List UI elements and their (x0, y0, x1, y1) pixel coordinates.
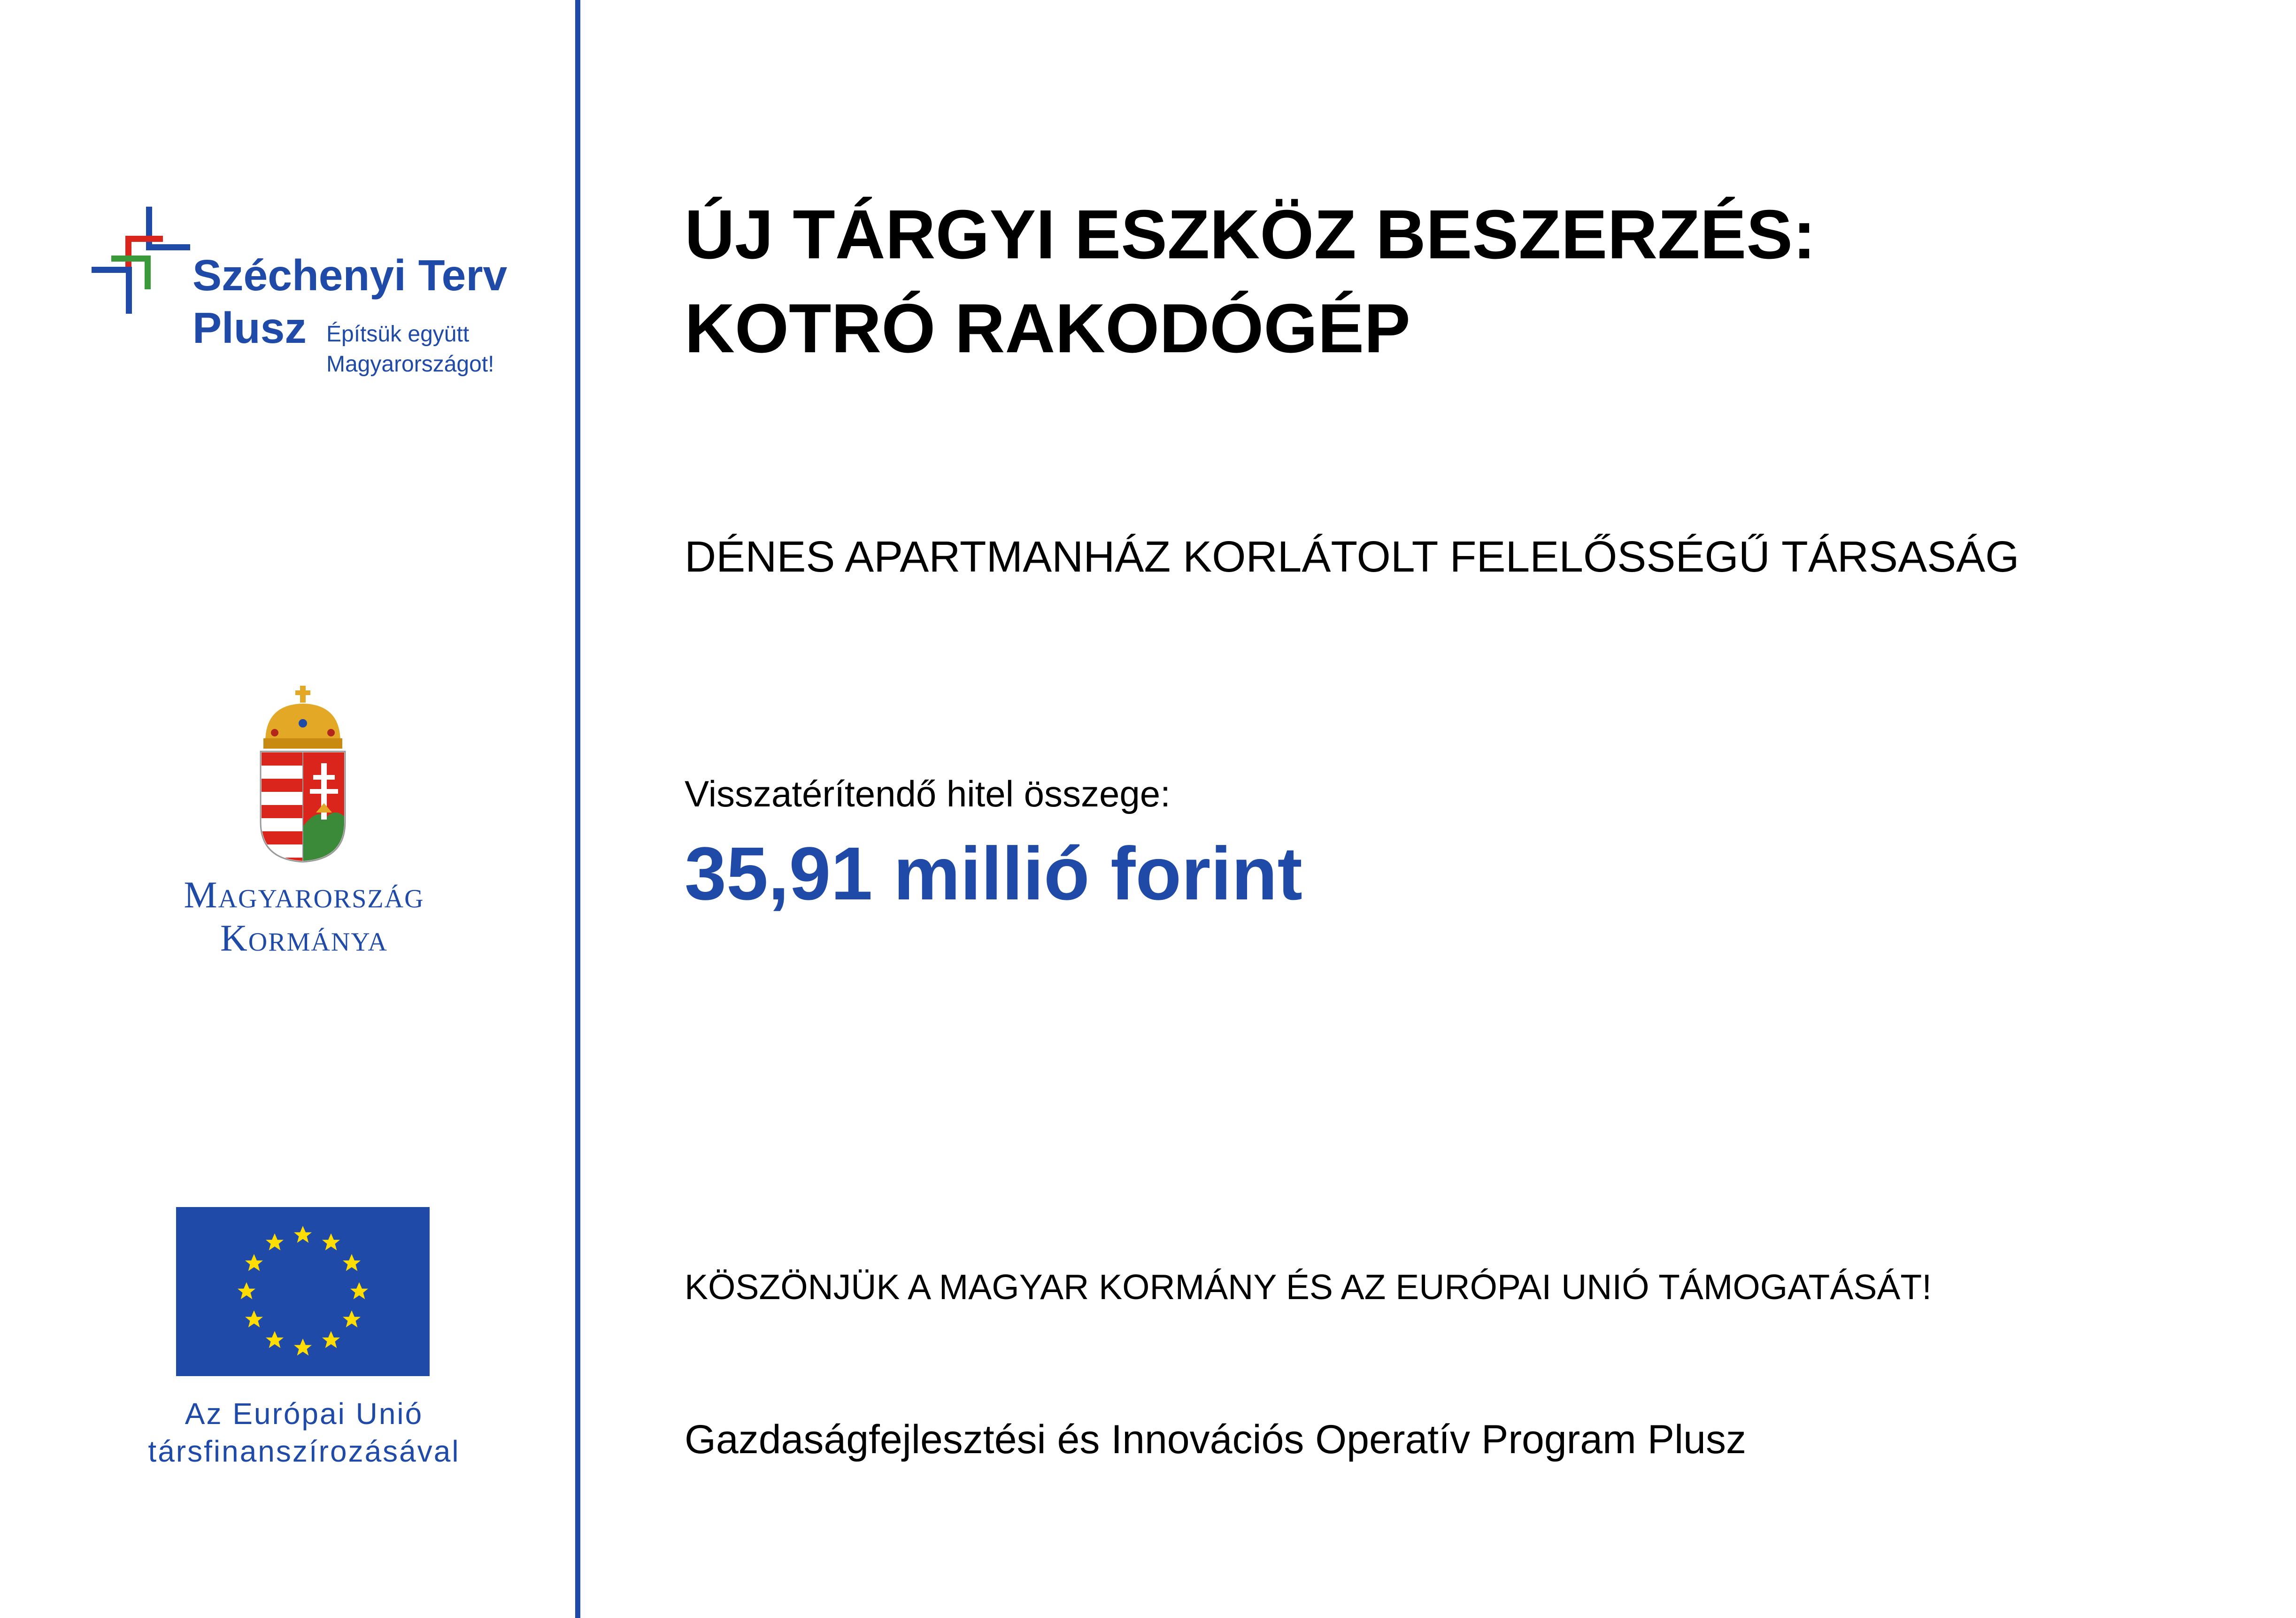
szechenyi-title: Széchenyi Terv (193, 251, 508, 300)
eu-flag (176, 1207, 430, 1376)
thanks-text: KÖSZÖNJÜK A MAGYAR KORMÁNY ÉS AZ EURÓPAI UNIÓ TÁMOGATÁSÁT! (685, 1267, 1932, 1307)
title-line-2: KOTRÓ RAKODÓGÉP (685, 290, 1410, 367)
eu-cofinancing-text (94, 1395, 514, 1470)
title-line-1: ÚJ TÁRGYI ESZKÖZ BESZERZÉS: (685, 196, 1816, 273)
vertical-divider (575, 0, 580, 1618)
szechenyi-terv-plusz-logo (92, 207, 528, 385)
logo-column (0, 0, 578, 1618)
project-title (685, 188, 1816, 376)
szechenyi-slogan (326, 319, 494, 379)
government-line-2: Kormánya (220, 918, 388, 959)
program-name: Gazdaságfejlesztési és Innovációs Operatív Program Plusz (685, 1417, 1746, 1462)
slogan-line-1: Építsük együtt (326, 322, 470, 347)
slogan-line-2: Magyarországot! (326, 352, 494, 377)
company-name: DÉNES APARTMANHÁZ KORLÁTOLT FELELŐSSÉGŰ TÁRSASÁG (685, 532, 2019, 581)
government-name (94, 874, 514, 960)
loan-amount: 35,91 millió forint (685, 831, 1302, 915)
loan-label: Visszatérítendő hitel összege: (685, 773, 1171, 814)
eu-line-1: Az Európai Unió (185, 1397, 424, 1431)
szechenyi-cross-icon (92, 207, 190, 315)
government-line-1: Magyarország (184, 875, 424, 916)
eu-stars-icon (176, 1207, 430, 1376)
eu-line-2: társfinanszírozásával (148, 1434, 460, 1468)
szechenyi-plusz: Plusz (193, 303, 307, 352)
hungarian-coat-of-arms-icon (256, 686, 350, 864)
